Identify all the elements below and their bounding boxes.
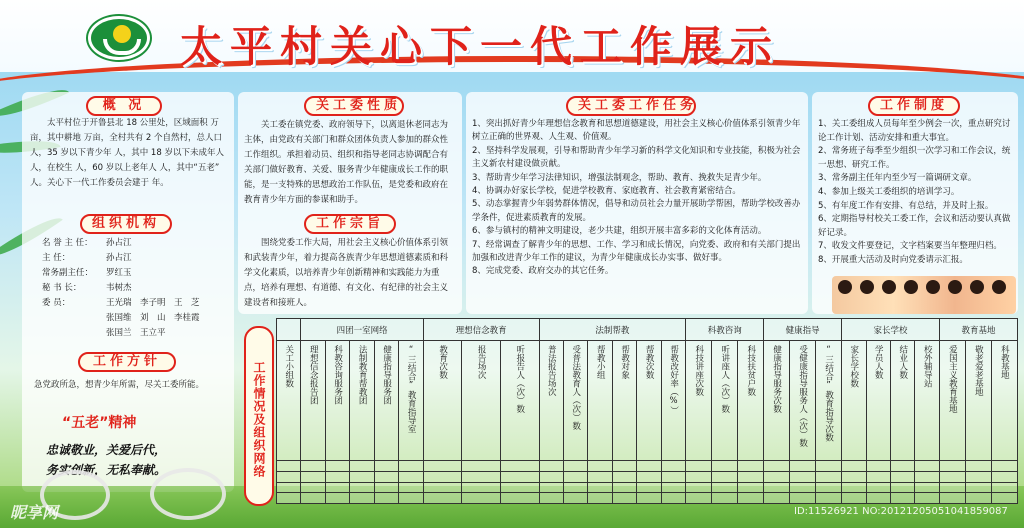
nature-title: 关工委性质 bbox=[304, 96, 404, 116]
table-column-label: 健康指导服务团 bbox=[381, 345, 392, 405]
table-cell bbox=[563, 493, 587, 504]
children-photo bbox=[832, 276, 1016, 314]
table-cell bbox=[588, 493, 612, 504]
table-cell bbox=[637, 493, 661, 504]
task-item: 5、动态掌握青少年弱势群体情况，倡导和动员社会力量开展助学帮困，帮助学校改善办学条件，促进素质教育的发展。 bbox=[472, 199, 801, 223]
table-column-header bbox=[539, 341, 563, 461]
table-cell bbox=[325, 482, 349, 493]
table-column-header bbox=[423, 341, 462, 461]
table-column-header bbox=[915, 341, 939, 461]
table-cell bbox=[350, 482, 374, 493]
table-column-header bbox=[866, 341, 890, 461]
table-column-label: 家长学校数 bbox=[848, 345, 859, 388]
table-cell bbox=[350, 493, 374, 504]
table-cell bbox=[423, 482, 462, 493]
table-cell bbox=[563, 482, 587, 493]
table-column-label: 敬老爱老基地 bbox=[973, 345, 984, 396]
bicycle-wheel-icon bbox=[150, 468, 226, 520]
table-group-header: 科教咨询 bbox=[686, 319, 764, 341]
table-cell bbox=[738, 471, 764, 482]
table-column-header bbox=[301, 341, 325, 461]
task-item: 2、坚持科学发展观，引导和帮助青少年学习新的科学文化知识和专业技能，积极为社会主义新农村建设做贡献。 bbox=[472, 145, 801, 170]
table-cell bbox=[965, 482, 991, 493]
table-cell bbox=[965, 461, 991, 472]
table-cell bbox=[866, 493, 890, 504]
table-cell bbox=[790, 461, 816, 472]
table-column-label: 科技扶贫户数 bbox=[745, 345, 756, 396]
table-column-header bbox=[790, 341, 816, 461]
org-role: 名 誉 主 任： bbox=[42, 238, 93, 248]
table-cell bbox=[301, 493, 325, 504]
table-column-label: 学员人数 bbox=[873, 345, 884, 379]
page-title: 太平村关心下一代工作展示 bbox=[180, 22, 781, 71]
table-cell bbox=[915, 493, 939, 504]
org-row bbox=[42, 326, 232, 341]
table-column-row bbox=[277, 341, 1018, 461]
purpose-text bbox=[244, 236, 456, 314]
table-row bbox=[277, 471, 1018, 482]
table-column-header bbox=[637, 341, 661, 461]
table-column-label: 帮教小组 bbox=[595, 345, 606, 379]
table-column-label: 报告场次 bbox=[476, 345, 487, 379]
table-cell bbox=[637, 482, 661, 493]
table-cell bbox=[301, 482, 325, 493]
table-cell bbox=[277, 471, 301, 482]
table-cell bbox=[462, 482, 501, 493]
table-cell bbox=[612, 461, 636, 472]
table-cell bbox=[277, 493, 301, 504]
table-column-label: 教育次数 bbox=[437, 345, 448, 379]
table-row bbox=[277, 493, 1018, 504]
table-cell bbox=[866, 461, 890, 472]
table-cell bbox=[301, 461, 325, 472]
table-cell bbox=[686, 493, 712, 504]
child-figure bbox=[882, 280, 896, 294]
table-column-header bbox=[965, 341, 991, 461]
table-column-label: 帮教次数 bbox=[644, 345, 655, 379]
table-cell bbox=[991, 471, 1017, 482]
table-group-header: 教育基地 bbox=[939, 319, 1017, 341]
org-row bbox=[42, 311, 232, 326]
table-cell bbox=[890, 471, 914, 482]
org-names: 张国兰 王立平 bbox=[106, 328, 166, 338]
org-role bbox=[42, 326, 106, 341]
table-cell bbox=[915, 471, 939, 482]
tasks-list bbox=[472, 118, 804, 312]
table-column-header bbox=[374, 341, 398, 461]
table-column-label: 帮教对象 bbox=[619, 345, 630, 379]
org-names: 孙占江 bbox=[106, 253, 132, 263]
table-cell bbox=[423, 461, 462, 472]
policy-text: 急党政所急，想青少年所需，尽关工委所能。 bbox=[34, 380, 205, 390]
table-column-label: 法制教育帮教团 bbox=[357, 345, 368, 405]
table-column-label: 科技讲座次数 bbox=[693, 345, 704, 396]
table-cell bbox=[612, 482, 636, 493]
table-cell bbox=[374, 461, 398, 472]
org-names: 韦树杰 bbox=[106, 283, 132, 293]
table-cell bbox=[991, 493, 1017, 504]
table-cell bbox=[939, 482, 965, 493]
table-cell bbox=[399, 471, 423, 482]
table-group-header: 法制帮教 bbox=[539, 319, 686, 341]
spirit-line: 忠诚敬业，关爱后代， bbox=[46, 443, 167, 457]
purpose-body: 围绕党委工作大局，用社会主义核心价值体系引领和武装青少年，着力提高各族青少年思想道德素质和科学文化素质，以培养青少年创新精神和实践能力为重点，培养有理想、有道德、有文化、有纪律的社会主义建设者和接班人。 bbox=[244, 238, 449, 308]
table-cell bbox=[842, 471, 866, 482]
org-names: 王光瑞 李子明 王 芝 bbox=[106, 298, 200, 308]
overview-title: 概 况 bbox=[86, 96, 162, 116]
table-column-label: 科教基地 bbox=[999, 345, 1010, 379]
table-cell bbox=[816, 482, 842, 493]
table-column-label: 普法报告场次 bbox=[546, 345, 557, 396]
table-cell bbox=[325, 461, 349, 472]
table-cell bbox=[939, 493, 965, 504]
org-role: 常务副主任： bbox=[42, 268, 94, 278]
table-cell bbox=[991, 482, 1017, 493]
table-column-label: 听报告人（次）数 bbox=[514, 345, 525, 413]
table-cell bbox=[301, 471, 325, 482]
table-cell bbox=[712, 482, 738, 493]
table-cell bbox=[738, 461, 764, 472]
table-column-label: “三结合”教育指导室 bbox=[406, 345, 417, 433]
table-cell bbox=[500, 471, 539, 482]
system-item: 8、开展重大活动及时向党委请示汇报。 bbox=[818, 254, 968, 265]
org-role: 秘 书 长： bbox=[42, 283, 82, 293]
table-cell bbox=[738, 493, 764, 504]
org-role: 主 任： bbox=[42, 253, 71, 263]
table-cell bbox=[764, 482, 790, 493]
table-column-header bbox=[842, 341, 866, 461]
table-column-header bbox=[588, 341, 612, 461]
system-item: 3、常务副主任年内至少写一篇调研文章。 bbox=[818, 173, 977, 184]
table-cell bbox=[661, 493, 685, 504]
table-cell bbox=[500, 461, 539, 472]
task-item: 7、经常调查了解青少年的思想、工作、学习和成长情况，向党委、政府和有关部门提出加强和改进青少年工作的建议，为青少年健康成长办实事、做好事。 bbox=[472, 239, 801, 264]
table-cell bbox=[399, 493, 423, 504]
table-group-header: 健康指导 bbox=[764, 319, 842, 341]
table-column-label: 校外辅导站 bbox=[922, 345, 933, 388]
table-group-header: 理想信念教育 bbox=[423, 319, 539, 341]
table-cell bbox=[866, 482, 890, 493]
table-column-label: 理想信念报告团 bbox=[308, 345, 319, 405]
table-cell bbox=[890, 461, 914, 472]
table-cell bbox=[915, 482, 939, 493]
table-cell bbox=[637, 471, 661, 482]
org-names: 张国维 刘 山 李桂霞 bbox=[106, 313, 200, 323]
table-cell bbox=[712, 461, 738, 472]
table-column-label: 受普法教育人（次）数 bbox=[570, 345, 581, 430]
table-cell bbox=[399, 461, 423, 472]
table-cell bbox=[277, 461, 301, 472]
table-cell bbox=[816, 471, 842, 482]
table-cell bbox=[842, 482, 866, 493]
table-cell bbox=[661, 471, 685, 482]
table-cell bbox=[686, 471, 712, 482]
org-row bbox=[42, 266, 232, 281]
table-cell bbox=[790, 482, 816, 493]
table-cell bbox=[991, 461, 1017, 472]
org-title: 组织机构 bbox=[80, 214, 172, 234]
table-cell bbox=[712, 493, 738, 504]
table-column-header bbox=[462, 341, 501, 461]
table-column-header bbox=[612, 341, 636, 461]
table-cell bbox=[612, 471, 636, 482]
table-cell bbox=[350, 461, 374, 472]
table-cell bbox=[915, 461, 939, 472]
table-cell bbox=[423, 493, 462, 504]
table-cell bbox=[588, 482, 612, 493]
table-column-label: 帮教改好率（%） bbox=[668, 345, 679, 415]
spirit-line: 务实创新，无私奉献。 bbox=[46, 463, 167, 477]
system-item: 7、收发文件要登记，文字档案要当年整理归档。 bbox=[818, 241, 1002, 252]
purpose-title: 工作宗旨 bbox=[304, 214, 396, 234]
org-list bbox=[42, 236, 232, 346]
overview-body: 太平村位于开鲁县北 18 公里处，区域面积 万亩，其中耕地 万亩，全村共有 2 个自然村，总人口 人，35 岁以下青少年 人，其中 18 岁以下未成年人 人，在校生 人，60 岁以上老年人 人，其中“五老” 人。关心下一代工作委员会建于 年。 bbox=[30, 118, 224, 188]
table-column-label: 健康指导服务次数 bbox=[771, 345, 782, 413]
table-cell bbox=[764, 471, 790, 482]
table-column-header bbox=[350, 341, 374, 461]
child-figure bbox=[970, 280, 984, 294]
table-cell bbox=[637, 461, 661, 472]
overview-text bbox=[30, 116, 230, 208]
task-item: 8、完成党委、政府交办的其它任务。 bbox=[472, 266, 614, 277]
table-row bbox=[277, 482, 1018, 493]
table-cell bbox=[462, 471, 501, 482]
table-column-label: 受健康指导服务人（次）数 bbox=[797, 345, 808, 447]
table-cell bbox=[539, 461, 563, 472]
org-row bbox=[42, 281, 232, 296]
table-cell bbox=[866, 471, 890, 482]
table-column-header bbox=[991, 341, 1017, 461]
system-item: 5、有年度工作有安排、有总结，并及时上报。 bbox=[818, 200, 994, 211]
table-cell bbox=[539, 471, 563, 482]
table-column-header bbox=[399, 341, 423, 461]
org-names: 罗红玉 bbox=[106, 268, 132, 278]
table-column-header bbox=[764, 341, 790, 461]
table-column-header bbox=[890, 341, 914, 461]
table-column-header bbox=[738, 341, 764, 461]
logo-icon bbox=[88, 16, 150, 60]
spirit-title: “五老”精神 bbox=[62, 415, 137, 431]
org-row bbox=[42, 236, 232, 251]
table-cell bbox=[790, 471, 816, 482]
table-cell bbox=[462, 461, 501, 472]
table-column-label: 关工小组数 bbox=[283, 345, 294, 388]
table-cell bbox=[890, 493, 914, 504]
table-cell bbox=[816, 493, 842, 504]
table-column-label: 结业人数 bbox=[897, 345, 908, 379]
system-item: 6、定期指导村校关工委工作，会议和活动要认真做好记录。 bbox=[818, 214, 1011, 238]
task-item: 4、协调办好家长学校，促进学校教育、家庭教育、社会教育紧密结合。 bbox=[472, 186, 741, 197]
org-names: 孙占江 bbox=[106, 238, 132, 248]
table-cell bbox=[965, 493, 991, 504]
table-cell bbox=[686, 482, 712, 493]
table-cell bbox=[661, 461, 685, 472]
table-cell bbox=[539, 482, 563, 493]
table-cell bbox=[325, 471, 349, 482]
table-cell bbox=[842, 461, 866, 472]
table-cell bbox=[816, 461, 842, 472]
task-item: 1、突出抓好青少年理想信念教育和思想道德建设，用社会主义核心价值体系引领青少年树立正确的世界观、人生观、价值观。 bbox=[472, 119, 801, 143]
table-cell bbox=[399, 482, 423, 493]
nature-body: 关工委在镇党委、政府领导下，以离退休老同志为主体，由党政有关部门和群众团体负责人参加的群众性工作组织。承担着动员、组织和指导老同志协调配合有关部门做好教育、关爱、服务青少年健康成长工作的职能，是一支特殊的思想政治工作队伍，是党委和政府在教育青少年方面的参谋和助手。 bbox=[244, 120, 449, 205]
table-column-header bbox=[712, 341, 738, 461]
table-cell bbox=[661, 482, 685, 493]
table-cell bbox=[939, 461, 965, 472]
system-title: 工作制度 bbox=[868, 96, 960, 116]
org-role: 委 员： bbox=[42, 298, 71, 308]
table-cell bbox=[325, 493, 349, 504]
logo-arc bbox=[103, 39, 141, 55]
system-item: 1、关工委组成人员每年至少例会一次，重点研究讨论工作计划、活动安排和重大事宜。 bbox=[818, 119, 1011, 143]
tasks-title: 关工委工作任务 bbox=[566, 96, 696, 116]
table-cell bbox=[462, 493, 501, 504]
table-cell bbox=[563, 471, 587, 482]
child-figure bbox=[904, 280, 918, 294]
table-row bbox=[277, 461, 1018, 472]
table-cell bbox=[350, 471, 374, 482]
table-cell bbox=[500, 482, 539, 493]
child-figure bbox=[926, 280, 940, 294]
table-column-label: “三结合”教育指导次数 bbox=[823, 345, 834, 442]
child-figure bbox=[860, 280, 874, 294]
table-side-label: 工作情况及组织网络 bbox=[252, 360, 266, 478]
table-column-header bbox=[661, 341, 685, 461]
table-column-label: 科教咨询服务团 bbox=[332, 345, 343, 405]
table-cell bbox=[588, 461, 612, 472]
table-cell bbox=[686, 461, 712, 472]
table-cell bbox=[374, 482, 398, 493]
child-figure bbox=[838, 280, 852, 294]
statistics-table bbox=[276, 318, 1018, 504]
table-column-header bbox=[686, 341, 712, 461]
table-cell bbox=[277, 482, 301, 493]
table-column-header bbox=[325, 341, 349, 461]
child-figure bbox=[948, 280, 962, 294]
table-cell bbox=[588, 471, 612, 482]
table-cell bbox=[374, 493, 398, 504]
watermark-site: 昵享网 bbox=[10, 503, 59, 522]
table-cell bbox=[939, 471, 965, 482]
system-item: 2、常务班子每季至少组织一次学习和工作会议，统一思想、研究工作。 bbox=[818, 146, 1011, 170]
table-group-header: 四团一室网络 bbox=[301, 319, 423, 341]
table-column-header bbox=[563, 341, 587, 461]
table-cell bbox=[764, 493, 790, 504]
table-column-label: 爱国主义教育基地 bbox=[947, 345, 958, 413]
table-group-header bbox=[277, 319, 301, 341]
table-cell bbox=[790, 493, 816, 504]
table-cell bbox=[890, 482, 914, 493]
table-cell bbox=[842, 493, 866, 504]
org-row bbox=[42, 296, 232, 311]
nature-text bbox=[244, 118, 456, 210]
task-item: 3、帮助青少年学习法律知识，增强法制观念，帮助、教育、挽救失足青少年。 bbox=[472, 172, 767, 183]
table-group-row bbox=[277, 319, 1018, 341]
table-cell bbox=[500, 493, 539, 504]
table-cell bbox=[539, 493, 563, 504]
table-column-header bbox=[816, 341, 842, 461]
child-figure bbox=[992, 280, 1006, 294]
table-group-header: 家长学校 bbox=[842, 319, 940, 341]
policy-title: 工作方针 bbox=[78, 352, 176, 372]
table-cell bbox=[965, 471, 991, 482]
org-row bbox=[42, 251, 232, 266]
system-item: 4、参加上级关工委组织的培训学习。 bbox=[818, 186, 960, 197]
table-cell bbox=[738, 482, 764, 493]
table-column-header bbox=[277, 341, 301, 461]
table-column-label: 听讲座人（次）数 bbox=[719, 345, 730, 413]
watermark-id: ID:11526921 NO:20121205051041859087 bbox=[794, 506, 1008, 517]
system-list bbox=[818, 118, 1014, 276]
task-item: 6、参与镇村的精神文明建设，老少共建，组织开展丰富多彩的文化体育活动。 bbox=[472, 226, 767, 237]
table-cell bbox=[712, 471, 738, 482]
org-role bbox=[42, 311, 106, 326]
table-column-header bbox=[939, 341, 965, 461]
table-cell bbox=[612, 493, 636, 504]
table-cell bbox=[374, 471, 398, 482]
table-cell bbox=[764, 461, 790, 472]
table-column-header bbox=[500, 341, 539, 461]
table-cell bbox=[563, 461, 587, 472]
table-cell bbox=[423, 471, 462, 482]
